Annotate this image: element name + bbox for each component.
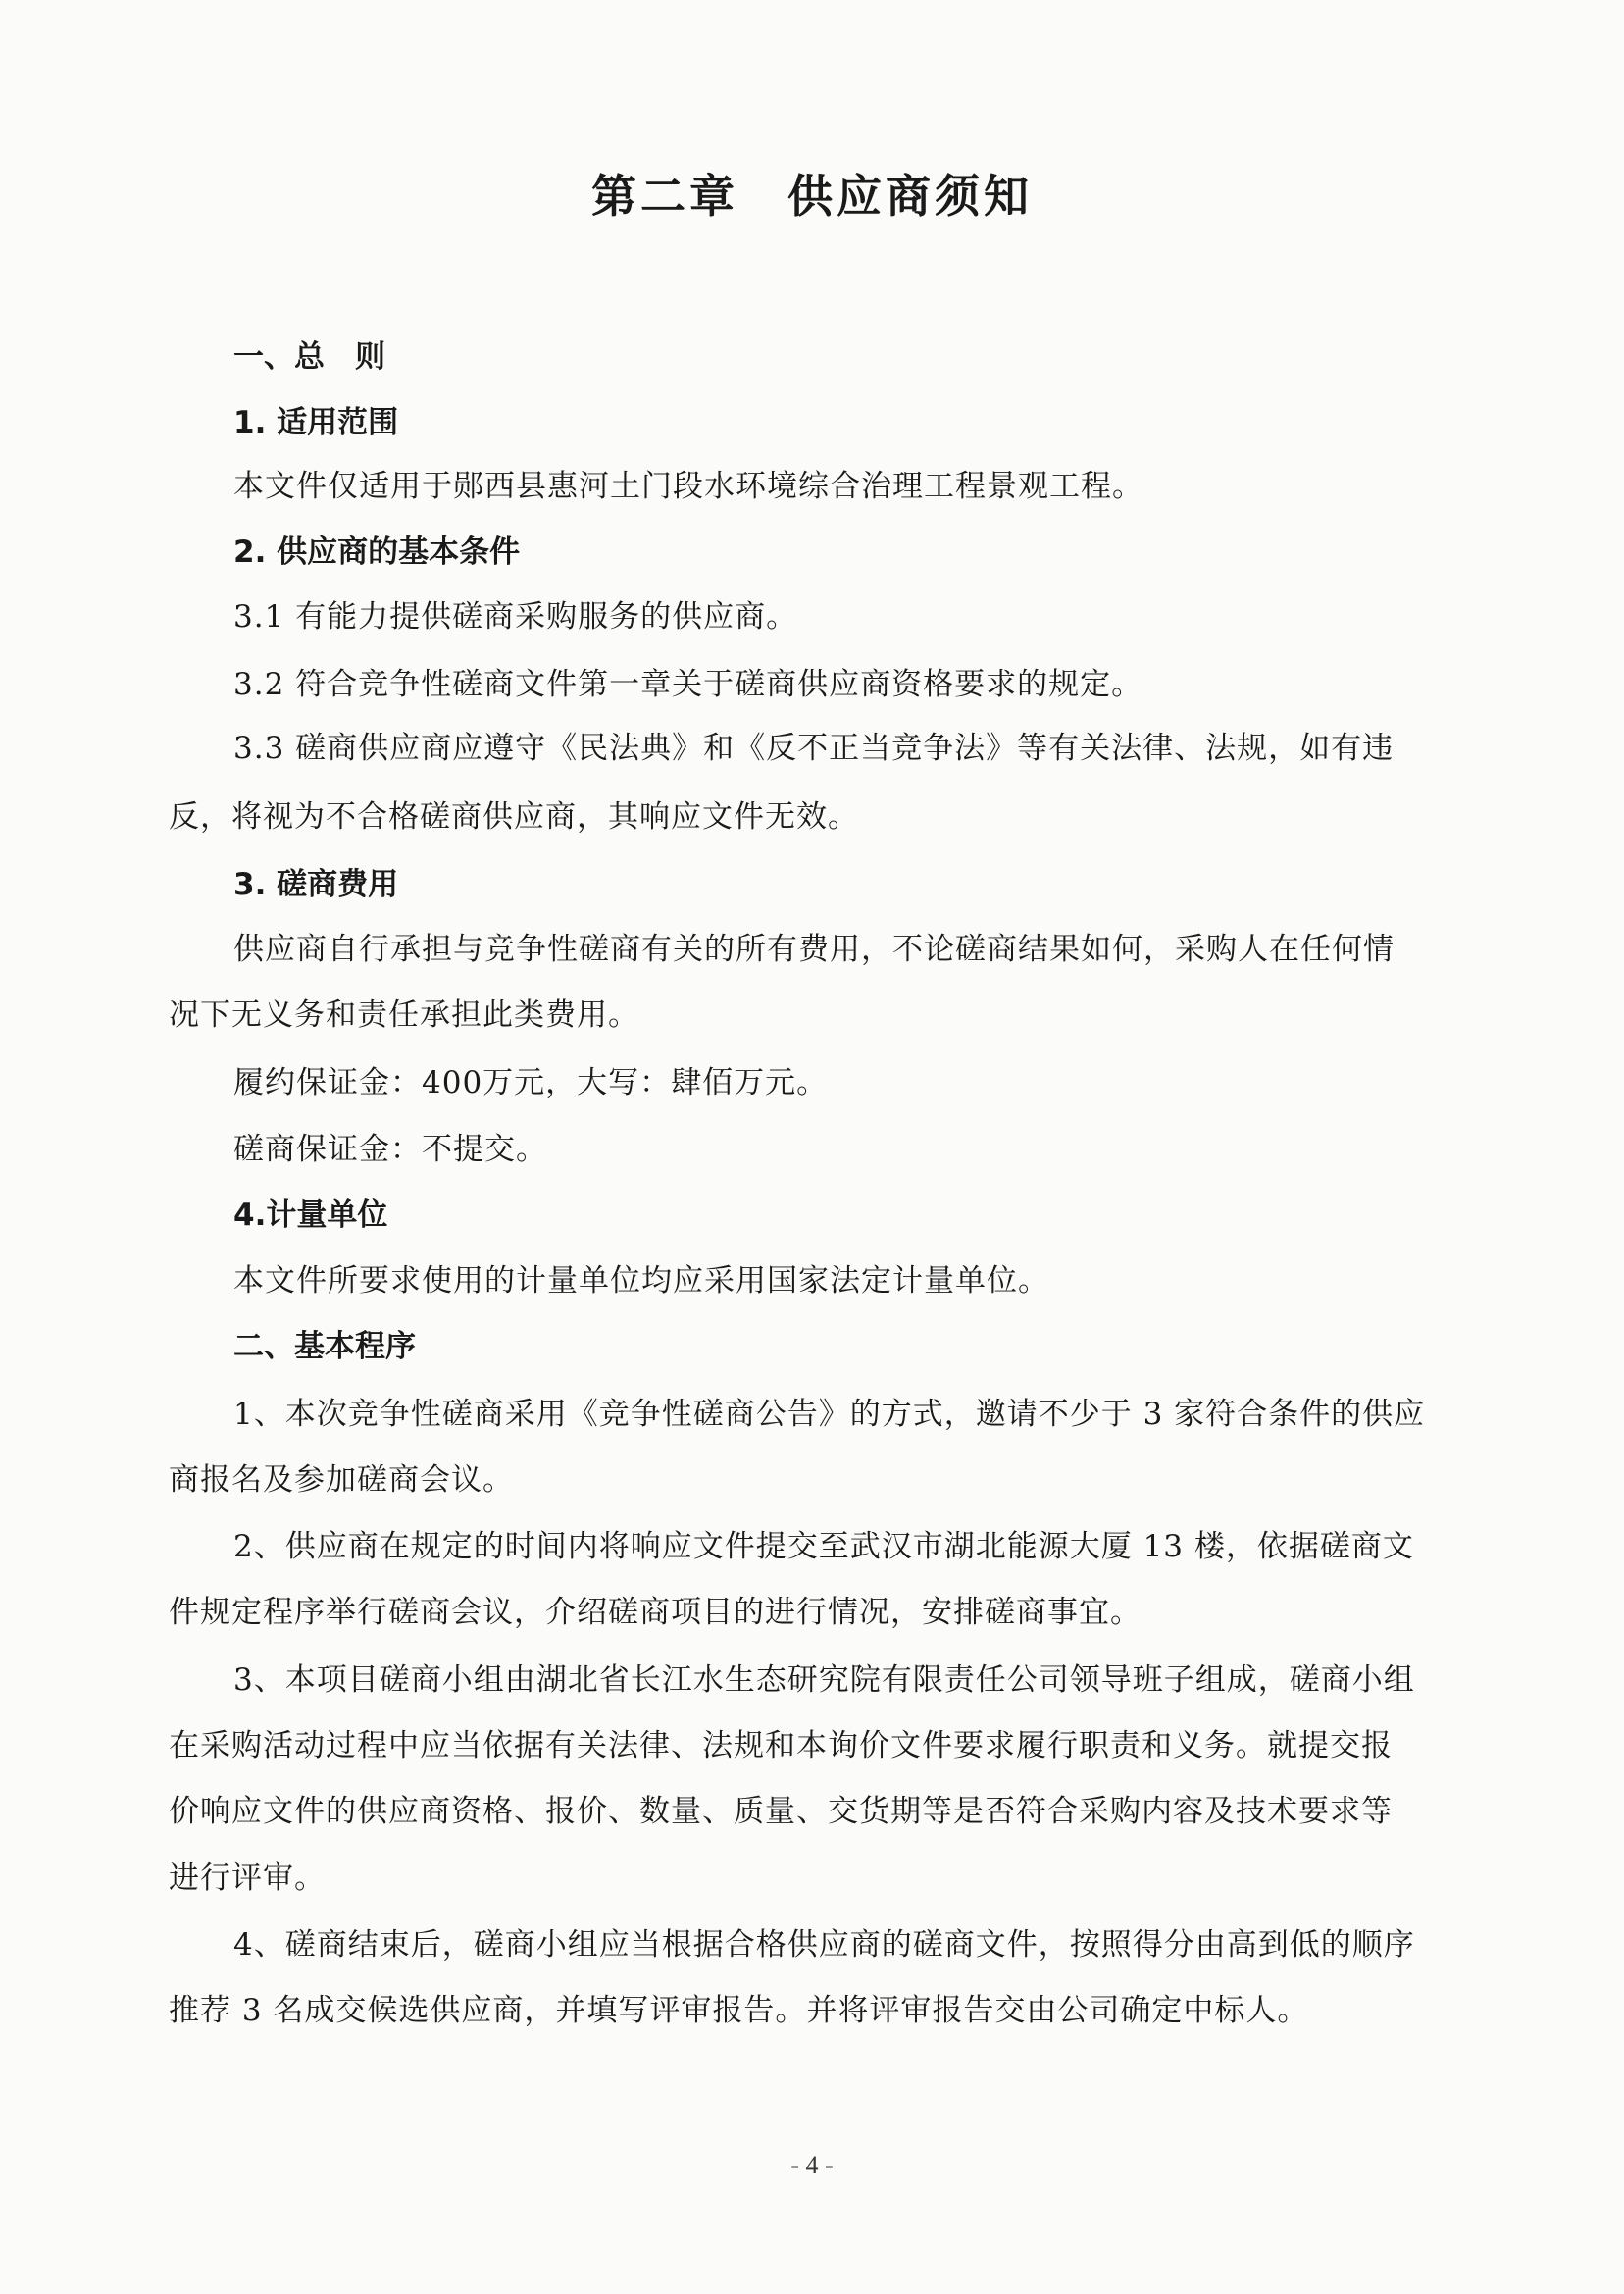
paragraph-line: 反，将视为不合格磋商供应商，其响应文件无效。	[169, 799, 859, 835]
section-heading-general: 一、总 则	[233, 339, 385, 375]
paragraph-line: 履约保证金：400万元，大写：肆佰万元。	[233, 1065, 829, 1100]
paragraph-line: 本文件仅适用于郧西县惠河土门段水环境综合治理工程景观工程。	[233, 469, 1143, 504]
paragraph-line: 本文件所要求使用的计量单位均应采用国家法定计量单位。	[233, 1263, 1049, 1299]
paragraph-line: 1、本次竞争性磋商采用《竞争性磋商公告》的方式，邀请不少于 3 家符合条件的供应	[233, 1397, 1426, 1432]
paragraph-line: 价响应文件的供应商资格、报价、数量、质量、交货期等是否符合采购内容及技术要求等	[169, 1794, 1393, 1829]
paragraph-line: 况下无义务和责任承担此类费用。	[169, 997, 639, 1033]
paragraph-line: 磋商保证金：不提交。	[233, 1132, 547, 1167]
section-heading-procedure: 二、基本程序	[233, 1329, 416, 1364]
page-number: - 4 -	[790, 2151, 834, 2179]
subheading-basic-conditions: 2. 供应商的基本条件	[233, 535, 521, 570]
paragraph-line: 供应商自行承担与竞争性磋商有关的所有费用，不论磋商结果如何，采购人在任何情	[233, 932, 1395, 967]
paragraph-line: 推荐 3 名成交候选供应商，并填写评审报告。并将评审报告交由公司确定中标人。	[169, 1993, 1309, 2028]
paragraph-line: 在采购活动过程中应当依据有关法律、法规和本询价文件要求履行职责和义务。就提交报	[169, 1728, 1393, 1763]
paragraph-line: 3、本项目磋商小组由湖北省长江水生态研究院有限责任公司领导班子组成，磋商小组	[233, 1662, 1415, 1698]
paragraph-line: 件规定程序举行磋商会议，介绍磋商项目的进行情况，安排磋商事宜。	[169, 1595, 1142, 1630]
paragraph-line: 4、磋商结束后，磋商小组应当根据合格供应商的磋商文件，按照得分由高到低的顺序	[233, 1927, 1415, 1963]
subheading-scope: 1. 适用范围	[233, 405, 399, 440]
paragraph-line: 3.2 符合竞争性磋商文件第一章关于磋商供应商资格要求的规定。	[233, 667, 1143, 702]
paragraph-line: 2、供应商在规定的时间内将响应文件提交至武汉市湖北能源大厦 13 楼，依据磋商文	[233, 1529, 1414, 1564]
chapter-title: 第二章 供应商须知	[591, 170, 1033, 223]
paragraph-line: 进行评审。	[169, 1861, 326, 1896]
subheading-units: 4.计量单位	[233, 1198, 388, 1233]
paragraph-line: 3.1 有能力提供磋商采购服务的供应商。	[233, 599, 798, 635]
subheading-fees: 3. 磋商费用	[233, 867, 399, 902]
paragraph-line: 3.3 磋商供应商应遵守《民法典》和《反不正当竞争法》等有关法律、法规，如有违	[233, 731, 1395, 766]
paragraph-line: 商报名及参加磋商会议。	[169, 1462, 514, 1498]
